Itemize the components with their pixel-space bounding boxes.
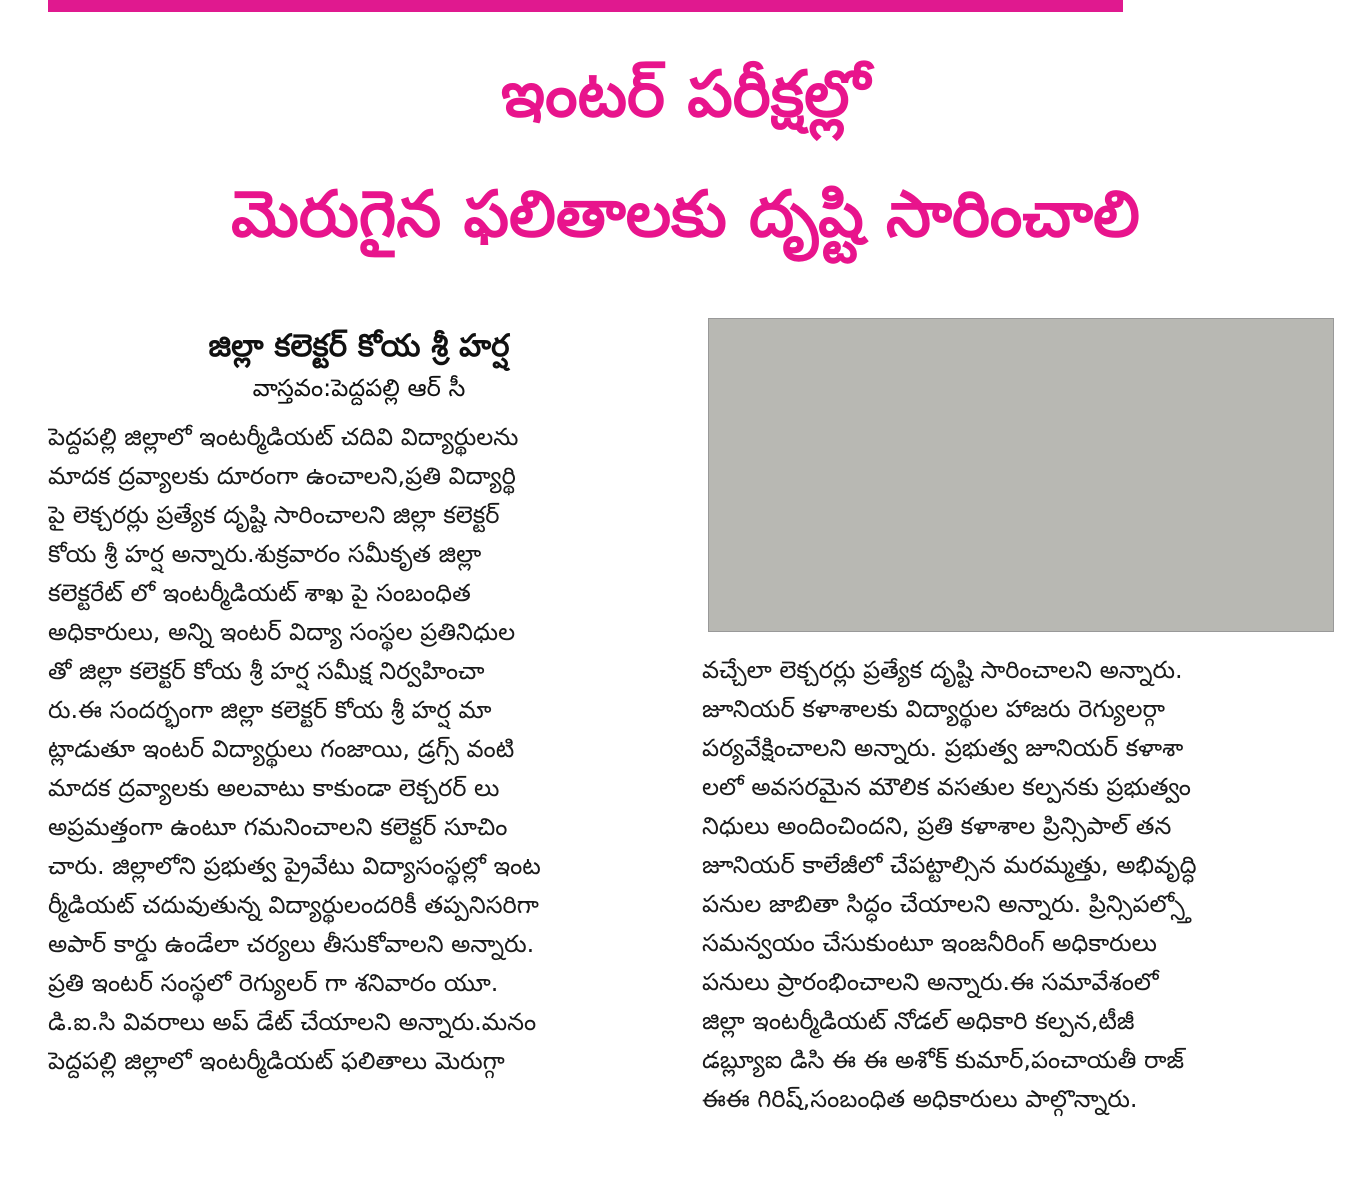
article-line: రు.ఈ సందర్భంగా జిల్లా కలెక్టర్ కోయ శ్రీ హర్ష మా [48, 696, 492, 724]
article-line: మాదక ద్రవ్యాలకు అలవాటు కాకుండా లెక్చరర్ లు [48, 774, 500, 802]
article-line: కలెక్టరేట్ లో ఇంటర్మీడియట్ శాఖ పై సంబంధిత [48, 579, 471, 607]
article-line: ట్లాడుతూ ఇంటర్ విద్యార్థులు గంజాయి, డ్రగ్స్ వంటి [48, 735, 515, 763]
article-line: చారు. జిల్లాలోని ప్రభుత్వ ప్రైవేటు విద్యాసంస్థల్లో ఇంట [48, 852, 541, 880]
article-line: పర్యవేక్షించాలని అన్నారు. ప్రభుత్వ జూనియర్ కళాశా [702, 734, 1184, 762]
article-column-left [48, 418, 673, 1081]
article-line: పెద్దపల్లి జిల్లాలో ఇంటర్మీడియట్ ఫలితాలు మెరుగ్గా [48, 1047, 505, 1075]
article-line: అధికారులు, అన్ని ఇంటర్ విద్యా సంస్థల ప్రతినిధుల [48, 618, 516, 646]
article-line: వచ్చేలా లెక్చరర్లు ప్రత్యేక దృష్టి సారించాలని అన్నారు. [702, 656, 1183, 684]
meeting-photo [708, 318, 1334, 632]
article-line: ఈఈ గిరిష్,సంబంధిత అధికారులు పాల్గొన్నారు. [702, 1085, 1138, 1113]
article-line: జూనియర్ కాలేజీలో చేపట్టాల్సిన మరమ్మత్తు, అభివృద్ధి [702, 851, 1197, 879]
article-line: డి.ఐ.సి వివరాలు అప్ డేట్ చేయాలని అన్నారు.మనం [48, 1008, 537, 1036]
headline-line-2: మెరుగైన ఫలితాలకు దృష్టి సారించాలి [231, 178, 1140, 252]
article-line: డబ్ల్యూఐ డిసి ఈ ఈ అశోక్ కుమార్,పంచాయతీ రాజ్ [702, 1046, 1184, 1074]
article-line: కోయ శ్రీ హర్ష అన్నారు.శుక్రవారం సమీకృత జిల్లా [48, 540, 482, 568]
headline-line-1: ఇంటర్ పరీక్షల్లో [501, 58, 870, 132]
article-line: నిధులు అందించిందని, ప్రతి కళాశాల ప్రిన్సిపాల్ తన [702, 812, 1172, 840]
article-line: పై లెక్చరర్లు ప్రత్యేక దృష్టి సారించాలని జిల్లా కలెక్టర్ [48, 501, 500, 529]
byline-place: వాస్తవం:పెద్దపల్లి ఆర్ సీ [252, 374, 466, 402]
article-line: జిల్లా ఇంటర్మీడియట్ నోడల్ అధికారి కల్పన,టీజీ [702, 1007, 1135, 1035]
top-color-strip [48, 0, 1123, 12]
article-line: పెద్దపల్లి జిల్లాలో ఇంటర్మీడియట్ చదివి విద్యార్థులను [48, 423, 519, 451]
article-line: పనులు ప్రారంభించాలని అన్నారు.ఈ సమావేశంలో [702, 968, 1159, 996]
article-line: ప్రతి ఇంటర్ సంస్థలో రెగ్యులర్ గా శనివారం యూ. [48, 969, 499, 997]
article-line: మాదక ద్రవ్యాలకు దూరంగా ఉంచాలని,ప్రతి విద్యార్థి [48, 462, 516, 490]
article-line: అపార్ కార్డు ఉండేలా చర్యలు తీసుకోవాలని అన్నారు. [48, 930, 535, 958]
article-line: సమన్వయం చేసుకుంటూ ఇంజనీరింగ్ అధికారులు [702, 929, 1157, 957]
article-line: ర్మీడియట్ చదువుతున్న విద్యార్థులందరికీ తప్పనిసరిగా [48, 891, 539, 919]
article-line: జూనియర్ కళాశాలకు విద్యార్థుల హాజరు రెగ్యులర్గా [702, 695, 1165, 723]
article-line: తో జిల్లా కలెక్టర్ కోయ శ్రీ హర్ష సమీక్ష నిర్వహించా [48, 657, 485, 685]
article-line: పనుల జాబితా సిద్ధం చేయాలని అన్నారు. ప్రిన్సిపల్స్తో [702, 890, 1192, 918]
article-column-right [702, 651, 1334, 1119]
article-line: అప్రమత్తంగా ఉంటూ గమనించాలని కలెక్టర్ సూచిం [48, 813, 508, 841]
article-line: లలో అవసరమైన మౌలిక వసతుల కల్పనకు ప్రభుత్వం [702, 773, 1191, 801]
byline-name: జిల్లా కలెక్టర్ కోయ శ్రీ హర్ష [208, 328, 510, 364]
